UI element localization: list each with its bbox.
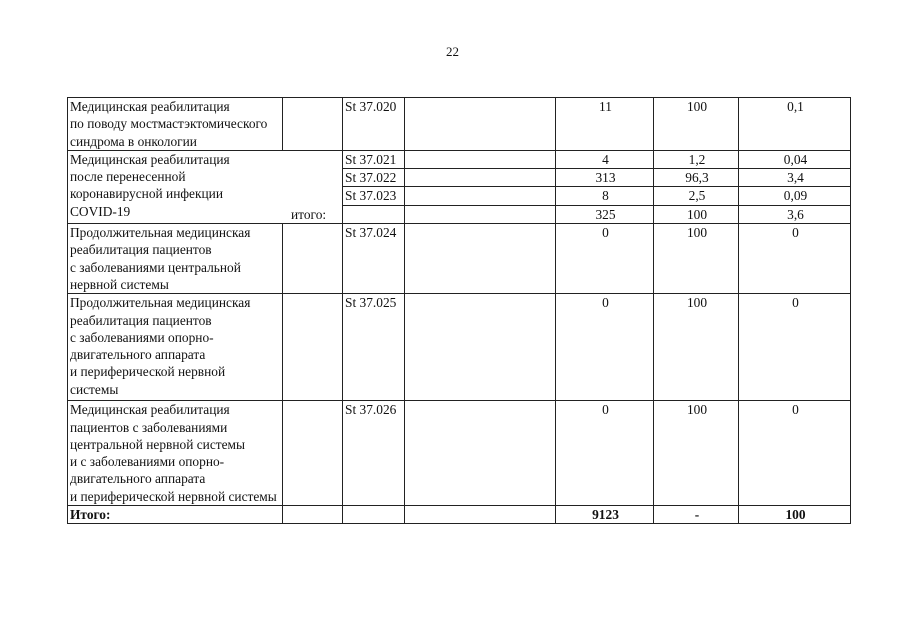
row-count: 4 [556, 150, 654, 168]
empty-cell [405, 169, 556, 187]
row-count: 8 [556, 187, 654, 205]
row-coeff: 0,09 [739, 187, 851, 205]
row-code: St 37.020 [343, 98, 405, 151]
row-name: Продолжительная медицинская реабилитация пациентов с заболеваниями опорно- двигательного аппарата и периферической нервной системы [68, 294, 283, 401]
subtotal-coeff: 3,6 [739, 205, 851, 223]
row-coeff: 0 [739, 224, 851, 294]
statistics-table [67, 97, 851, 524]
row-percent: 1,2 [654, 150, 739, 168]
row-code: St 37.024 [343, 224, 405, 294]
empty-cell [405, 506, 556, 524]
total-label: Итого: [68, 506, 283, 524]
row-percent: 100 [654, 224, 739, 294]
page-number: 22 [446, 44, 459, 59]
empty-cell [405, 150, 556, 168]
row-percent: 100 [654, 294, 739, 401]
row-percent: 96,3 [654, 169, 739, 187]
empty-cell [405, 187, 556, 205]
table-row [68, 294, 851, 401]
empty-cell [405, 224, 556, 294]
total-count: 9123 [556, 506, 654, 524]
row-count: 11 [556, 98, 654, 151]
row-code: St 37.023 [343, 187, 405, 205]
empty-cell [405, 205, 556, 223]
row-name: Медицинская реабилитация после перенесенной коронавирусной инфекции COVID-19 [68, 150, 343, 223]
subtotal-count: 325 [556, 205, 654, 223]
row-coeff: 3,4 [739, 169, 851, 187]
row-name: Продолжительная медицинская реабилитация пациентов с заболеваниями центральной нервной системы [68, 224, 283, 294]
empty-cell [283, 98, 343, 151]
empty-cell [405, 294, 556, 401]
subtotal-label-cell [291, 205, 405, 223]
row-percent: 2,5 [654, 187, 739, 205]
row-count: 0 [556, 294, 654, 401]
table-row [68, 98, 851, 151]
row-code: St 37.022 [343, 169, 405, 187]
row-code: St 37.025 [343, 294, 405, 401]
row-count: 313 [556, 169, 654, 187]
row-name: Медицинская реабилитация пациентов с заболеваниями центральной нервной системы и с заболеваниями опорно- двигательного аппарата и периферической нервной системы [68, 401, 283, 506]
row-coeff: 0,1 [739, 98, 851, 151]
row-coeff: 0 [739, 294, 851, 401]
table-row [68, 150, 851, 168]
row-name: Медицинская реабилитация по поводу мостмастэктомического синдрома в онкологии [68, 98, 283, 151]
row-percent: 100 [654, 98, 739, 151]
subtotal-label: итого: [291, 206, 327, 222]
empty-cell [283, 401, 343, 506]
empty-cell [405, 401, 556, 506]
total-percent: - [654, 506, 739, 524]
empty-cell [405, 98, 556, 151]
total-coeff: 100 [739, 506, 851, 524]
row-count: 0 [556, 401, 654, 506]
row-count: 0 [556, 224, 654, 294]
row-coeff: 0 [739, 401, 851, 506]
subtotal-percent: 100 [654, 205, 739, 223]
empty-cell [283, 506, 343, 524]
row-percent: 100 [654, 401, 739, 506]
table-row [68, 224, 851, 294]
table-row [68, 401, 851, 506]
empty-cell [283, 294, 343, 401]
row-code: St 37.021 [343, 150, 405, 168]
total-row [68, 506, 851, 524]
empty-cell [343, 506, 405, 524]
row-coeff: 0,04 [739, 150, 851, 168]
row-code: St 37.026 [343, 401, 405, 506]
empty-cell [283, 224, 343, 294]
